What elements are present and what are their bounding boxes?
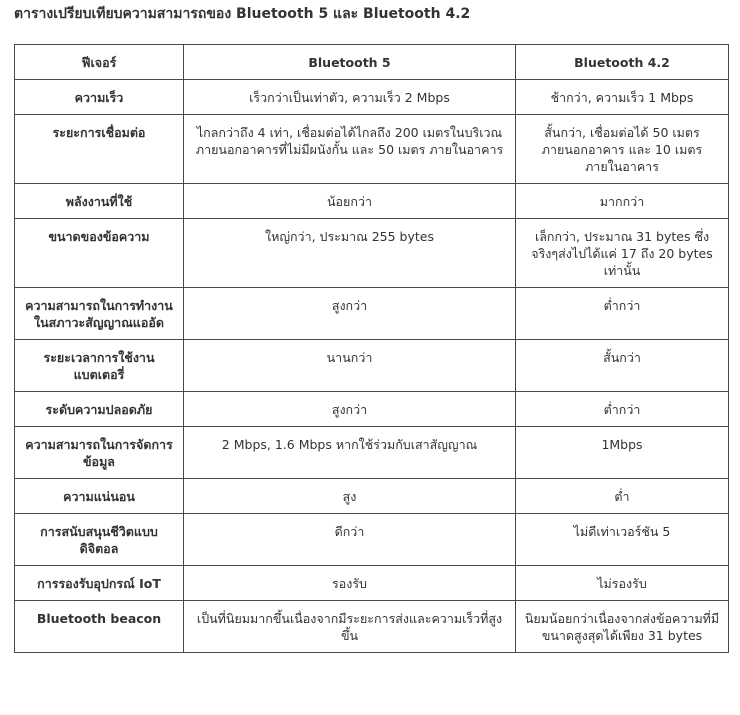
table-row — [15, 184, 729, 219]
row-feature: ระยะการเชื่อมต่อ — [15, 115, 184, 184]
row-bt42-value: ต่ำกว่า — [516, 288, 729, 340]
row-bt5-value: ใหญ่กว่า, ประมาณ 255 bytes — [184, 219, 516, 288]
row-bt5-value: ไกลกว่าถึง 4 เท่า, เชื่อมต่อได้ไกลถึง 200 เมตรในบริเวณภายนอกอาคารที่ไม่มีผนังกั้น และ 50 เมตร ภายในอาคาร — [184, 115, 516, 184]
row-bt42-value: ต่ำกว่า — [516, 392, 729, 427]
row-bt5-value: รองรับ — [184, 566, 516, 601]
table-header-row — [15, 45, 729, 80]
row-feature: ขนาดของข้อความ — [15, 219, 184, 288]
header-bluetooth-5: Bluetooth 5 — [184, 45, 516, 80]
row-bt42-value: เล็กกว่า, ประมาณ 31 bytes ซึ่งจริงๆส่งไปได้แค่ 17 ถึง 20 bytes เท่านั้น — [516, 219, 729, 288]
table-row — [15, 566, 729, 601]
row-feature: ความแน่นอน — [15, 479, 184, 514]
row-bt5-value: 2 Mbps, 1.6 Mbps หากใช้ร่วมกับเสาสัญญาณ — [184, 427, 516, 479]
row-feature: การรองรับอุปกรณ์ IoT — [15, 566, 184, 601]
row-feature: Bluetooth beacon — [15, 601, 184, 653]
row-feature: ระดับความปลอดภัย — [15, 392, 184, 427]
table-row — [15, 288, 729, 340]
table-row — [15, 601, 729, 653]
table-row — [15, 427, 729, 479]
row-bt5-value: สูง — [184, 479, 516, 514]
row-feature: การสนับสนุนชีวิตแบบดิจิตอล — [15, 514, 184, 566]
row-bt5-value: สูงกว่า — [184, 288, 516, 340]
table-row — [15, 115, 729, 184]
header-feature: ฟีเจอร์ — [15, 45, 184, 80]
row-bt5-value: น้อยกว่า — [184, 184, 516, 219]
table-row — [15, 392, 729, 427]
row-feature: ความสามารถในการจัดการข้อมูล — [15, 427, 184, 479]
table-row — [15, 80, 729, 115]
row-feature: ความสามารถในการทำงานในสภาวะสัญญาณแออัด — [15, 288, 184, 340]
row-bt5-value: นานกว่า — [184, 340, 516, 392]
row-bt42-value: ไม่รองรับ — [516, 566, 729, 601]
table-row — [15, 219, 729, 288]
row-bt5-value: เป็นที่นิยมมากขึ้นเนื่องจากมีระยะการส่งและความเร็วที่สูงขึ้น — [184, 601, 516, 653]
table-row — [15, 340, 729, 392]
row-feature: ความเร็ว — [15, 80, 184, 115]
row-bt42-value: สั้นกว่า — [516, 340, 729, 392]
row-feature: พลังงานที่ใช้ — [15, 184, 184, 219]
page-title: ตารางเปรียบเทียบความสามารถของ Bluetooth 5 และ Bluetooth 4.2 — [14, 6, 471, 22]
row-bt5-value: เร็วกว่าเป็นเท่าตัว, ความเร็ว 2 Mbps — [184, 80, 516, 115]
row-bt5-value: สูงกว่า — [184, 392, 516, 427]
row-bt42-value: สั้นกว่า, เชื่อมต่อได้ 50 เมตร ภายนอกอาคาร และ 10 เมตร ภายในอาคาร — [516, 115, 729, 184]
table-row — [15, 479, 729, 514]
row-bt42-value: ต่ำ — [516, 479, 729, 514]
table-row — [15, 514, 729, 566]
row-bt42-value: ไม่ดีเท่าเวอร์ชัน 5 — [516, 514, 729, 566]
header-bluetooth-4-2: Bluetooth 4.2 — [516, 45, 729, 80]
row-bt5-value: ดีกว่า — [184, 514, 516, 566]
row-bt42-value: 1Mbps — [516, 427, 729, 479]
comparison-table — [14, 44, 729, 653]
row-bt42-value: มากกว่า — [516, 184, 729, 219]
row-bt42-value: นิยมน้อยกว่าเนื่องจากส่งข้อความที่มีขนาดสูงสุดได้เพียง 31 bytes — [516, 601, 729, 653]
row-feature: ระยะเวลาการใช้งานแบตเตอรี่ — [15, 340, 184, 392]
row-bt42-value: ช้ากว่า, ความเร็ว 1 Mbps — [516, 80, 729, 115]
